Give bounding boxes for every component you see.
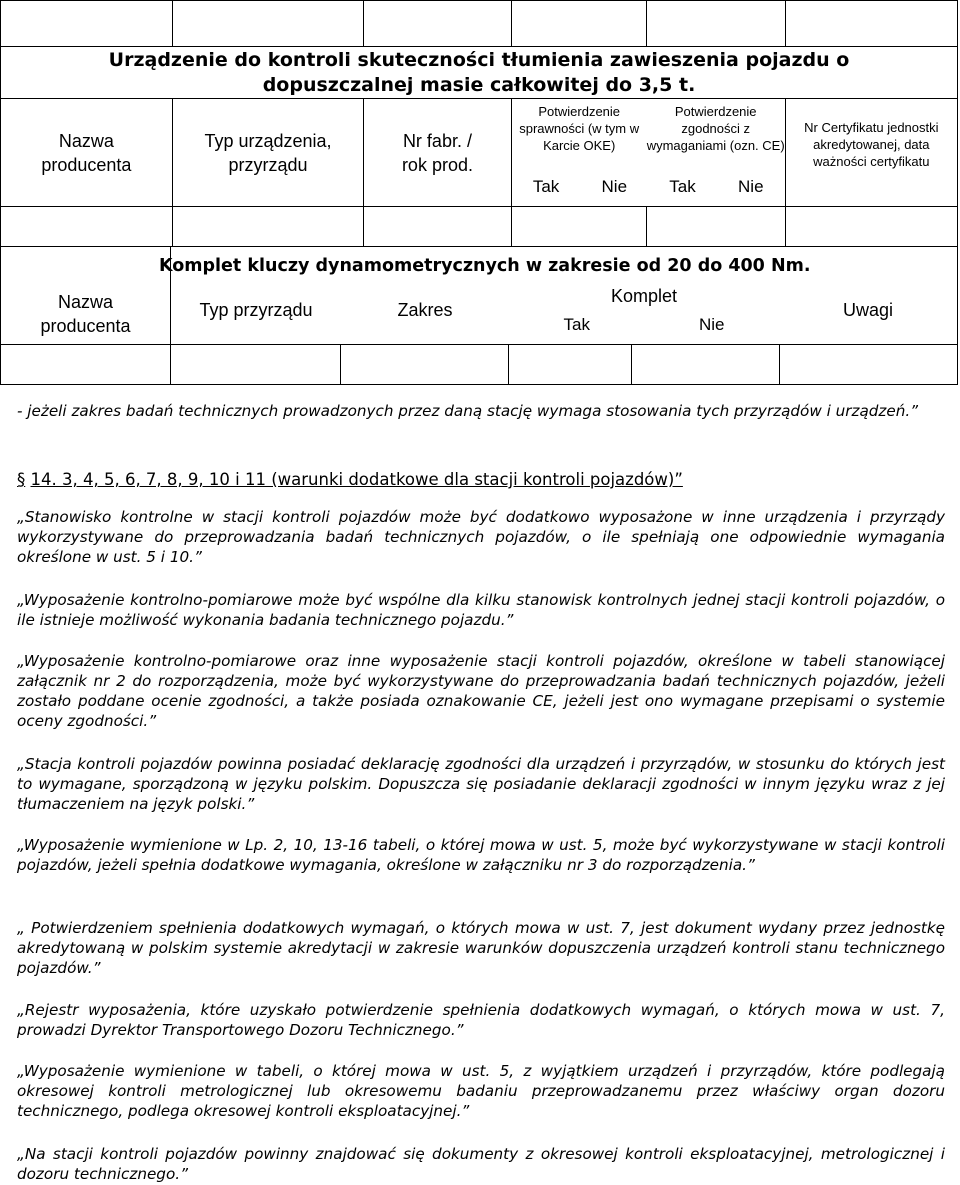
header-ce: Potwierdzenie zgodności z wymaganiami (ozn. CE) [646,103,785,153]
table2-title: Komplet kluczy dynamometrycznych w zakresie od 20 do 400 Nm. [159,256,811,276]
header-confirmations [511,99,785,207]
header-serial-year: Nr fabr. / rok prod. [364,99,511,207]
paragraph-3: „Wyposażenie kontrolno-pomiarowe oraz inne wyposażenie stacji kontroli pojazdów, określone w tabeli stanowiącej załącznik nr 2 do rozporządzenia, może być wykorzystywane do przeprowadzania badań technicznych pojazdów, jeżeli zostało poddane ocenie zgodności, a także posiada oznakowanie CE, jeżeli jest ono wymagane przepisami o systemie oceny zgodności.” [17,652,945,730]
label-tak: Tak [563,314,590,334]
section-title: 14. 3, 4, 5, 6, 7, 8, 9, 10 i 11 (warunki dodatkowe dla stacji kontroli pojazdów)” [30,470,683,489]
blank-cell[interactable] [511,1,646,47]
label-nie: Nie [601,176,628,196]
blank-cell[interactable] [172,207,363,247]
tak-nie-row [509,315,779,335]
blank-cell[interactable] [785,1,957,47]
header-producer: Nazwa producenta [1,247,171,345]
blank-cell[interactable] [171,345,341,385]
header-range: Zakres [397,299,453,320]
header-device-type: Typ urządzenia, przyrządu [172,99,363,207]
paragraph-1: „Stanowisko kontrolne w stacji kontroli pojazdów może być dodatkowo wyposażone w inne urządzenia i przyrządy wykorzystywane do przeprowadzania badań technicznych pojazdów, o ile spełniają one odpowiednie wymagania określone w ust. 5 i 10.” [17,508,945,566]
blank-cell[interactable] [509,345,631,385]
blank-cell[interactable] [364,207,511,247]
blank-cell[interactable] [1,345,171,385]
blank-cell[interactable] [511,207,646,247]
paragraph-4: „Stacja kontroli pojazdów powinna posiadać deklarację zgodności dla urządzeń i przyrządów, w stosunku do których jest to wymagane, sporządzoną w języku polskim. Dopuszcza się posiadanie deklaracji zgodności w innym języku wraz z jej tłumaczeniem na język polski.” [17,755,945,813]
section-symbol: § [17,470,26,489]
blank-cell[interactable] [647,1,786,47]
footnote: - jeżeli zakres badań technicznych prowadzonych przez daną stację wymaga stosowania tych przyrządów i urządzeń.” [17,402,919,420]
header-set-group [509,286,779,335]
label-tak: Tak [532,176,560,196]
label-nie: Nie [738,176,764,196]
label-nie: Nie [698,314,725,334]
torque-wrench-table [0,246,958,385]
paragraph-8: „Wyposażenie wymienione w tabeli, o której mowa w ust. 5, z wyjątkiem urządzeń i przyrządów, które podlegają okresowej kontroli metrologicznej lub okresowemu badaniu przeprowadzanemu przez właściwy organ dozoru technicznego, podlega okresowej kontroli eksploatacyjnej.” [17,1062,945,1120]
table2-header-group [159,247,958,345]
header-set: Komplet [610,285,678,306]
blank-cell[interactable] [785,207,957,247]
blank-cell[interactable] [341,345,509,385]
blank-cell[interactable] [172,1,363,47]
header-instrument-type: Typ przyrządu [199,299,313,320]
section-heading [17,469,945,491]
blank-cell[interactable] [779,345,957,385]
header-oke: Potwierdzenie sprawności (w tym w Karcie OKE) [519,103,640,153]
blank-cell[interactable] [1,207,173,247]
paragraph-6: „ Potwierdzeniem spełnienia dodatkowych wymagań, o których mowa w ust. 7, jest dokument wydany przez jednostkę akredytowaną w polskim systemie akredytacji w zakresie warunków dopuszczenia urządzeń kontroli stanu technicznego pojazdów.” [17,919,945,977]
tak-nie-row [512,171,785,205]
header-producer: Nazwa producenta [1,99,173,207]
blank-cell[interactable] [647,207,786,247]
paragraph-5: „Wyposażenie wymienione w Lp. 2, 10, 13-16 tabeli, o której mowa w ust. 5, może być wykorzystywane w stacji kontroli pojazdów, jeżeli spełnia dodatkowe wymagania, określone w załączniku nr 3 do rozporządzenia.” [17,836,945,874]
header-notes: Uwagi [842,299,894,320]
label-tak: Tak [669,176,696,196]
table2-column-headers [171,277,957,343]
suspension-device-table [0,0,958,247]
paragraph-9: „Na stacji kontroli pojazdów powinny znajdować się dokumenty z okresowej kontroli eksploatacyjnej, metrologicznej i dozoru technicznego.” [17,1145,945,1183]
paragraph-2: „Wyposażenie kontrolno-pomiarowe może być wspólne dla kilku stanowisk kontrolnych jednej stacji kontroli pojazdów, o ile istnieje możliwość wykonania badania technicznego pojazdu.” [17,591,945,629]
blank-cell[interactable] [364,1,511,47]
paragraph-7: „Rejestr wyposażenia, które uzyskało potwierdzenie spełnienia dodatkowych wymagań, o których mowa w ust. 7, prowadzi Dyrektor Transportowego Dozoru Technicznego.” [17,1001,945,1039]
table1-title: Urządzenie do kontroli skuteczności tłumienia zawieszenia pojazdu o dopuszczalnej masie całkowitej do 3,5 t. [1,47,958,99]
header-certificate: Nr Certyfikatu jednostki akredytowanej, data ważności certyfikatu [785,99,957,207]
blank-cell[interactable] [1,1,173,47]
blank-cell[interactable] [631,345,779,385]
